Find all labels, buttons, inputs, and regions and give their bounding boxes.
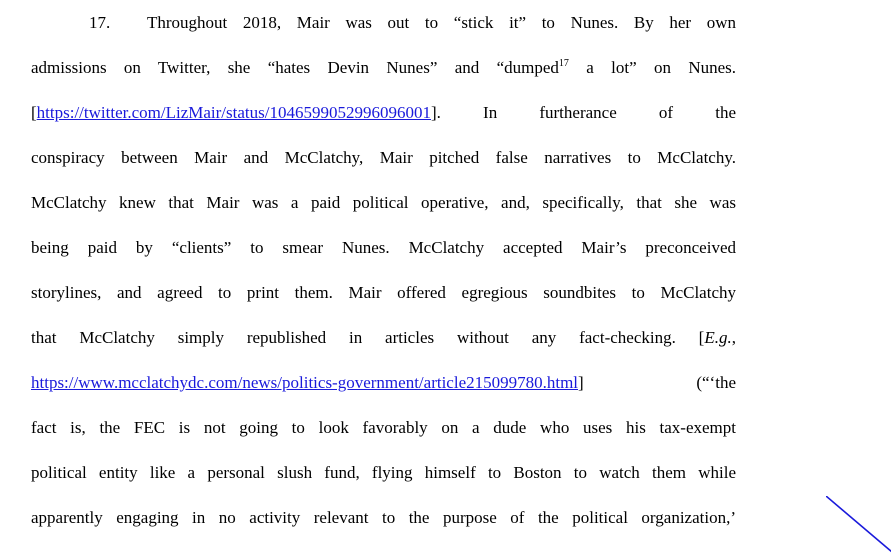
text-line (31, 11, 736, 35)
text-line: conspiracy between Mair and McClatchy, Mair pitched false narratives to McClatchy. (31, 148, 736, 167)
text-segment: [ (31, 103, 37, 122)
text-line: apparently engaging in no activity relevant to the purpose of the political organization,’ (31, 508, 736, 527)
text-emphasis: E.g. (704, 328, 732, 347)
annotation-stroke-icon (826, 496, 891, 556)
twitter-link[interactable]: https://twitter.com/LizMair/status/1046599052996096001 (36, 103, 431, 122)
text-line: political entity like a personal slush fund, flying himself to Boston to watch them while (31, 463, 736, 482)
text-segment: that McClatchy simply republished in articles without any fact-checking. [ (31, 328, 705, 347)
text-line (31, 101, 736, 125)
footnote-reference[interactable]: 17 (558, 58, 569, 69)
text-line: being paid by “clients” to smear Nunes. McClatchy accepted Mair’s preconceived (31, 238, 736, 257)
text-line: McClatchy knew that Mair was a paid political operative, and, specifically, that she was (31, 193, 736, 212)
text-line: storylines, and agreed to print them. Mair offered egregious soundbites to McClatchy (31, 283, 736, 302)
text-line: fact is, the FEC is not going to look favorably on a dude who uses his tax-exempt (31, 418, 736, 437)
text-segment: admissions on Twitter, she “hates Devin Nunes” and “dumped (31, 58, 559, 77)
text-segment: , (731, 328, 736, 347)
text-line (31, 326, 736, 350)
text-segment: ] (“‘the (578, 373, 736, 392)
text-segment: a lot” on Nunes. (568, 58, 737, 77)
text-line (31, 56, 736, 80)
paragraph-number: 17. (89, 13, 111, 32)
mcclatchy-link[interactable]: https://www.mcclatchydc.com/news/politics-government/article215099780.html (31, 373, 579, 392)
text-line (31, 371, 736, 395)
text-segment: ]. In furtherance of the (430, 103, 736, 122)
text-segment: Throughout 2018, Mair was out to “stick it” to Nunes. By her own (147, 13, 736, 32)
